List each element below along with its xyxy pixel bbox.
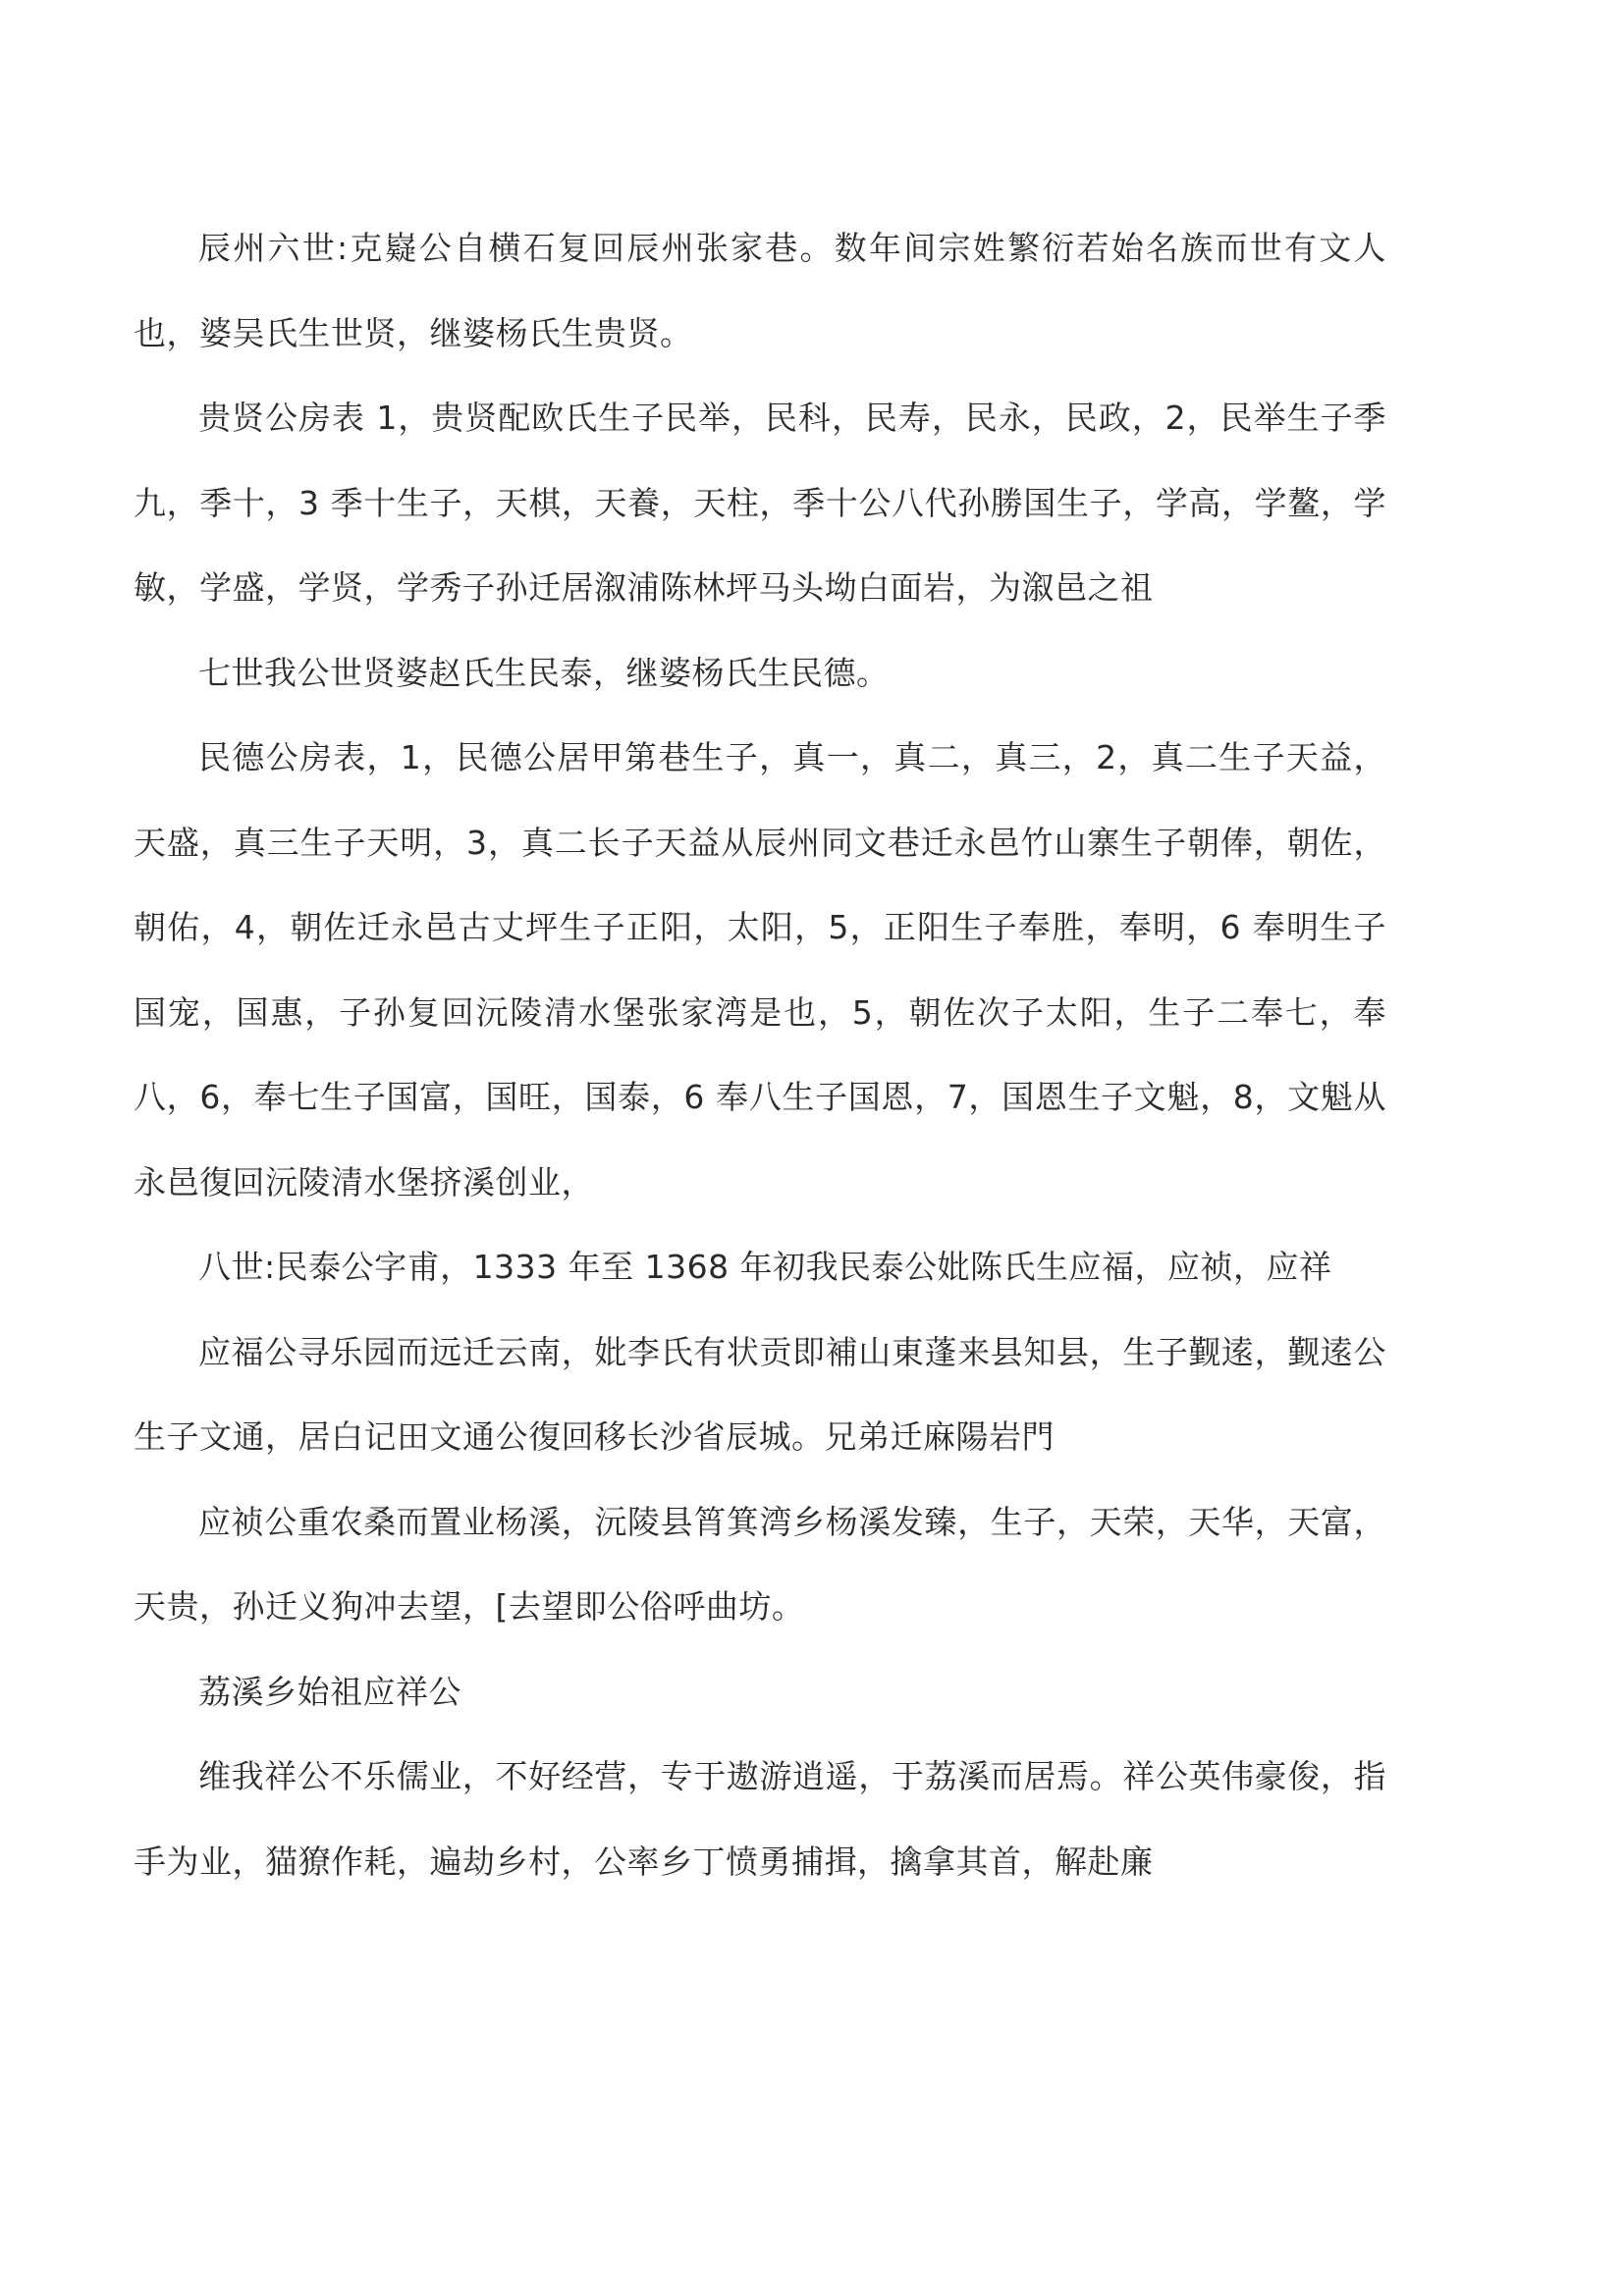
paragraph-yingxiang: 维我祥公不乐儒业，不好经营，专于遨游逍遥，于荔溪而居焉。祥公英伟豪俊，指手为业，猫獠作耗，遍劫乡村，公率乡丁愤勇捕揖，擒拿其首，解赴廉 xyxy=(134,1757,1386,1881)
paragraph-guixian-lineage: 贵贤公房表 1，贵贤配欧氏生子民举，民科，民寿，民永，民政，2，民举生子季九，季十，3 季十生子，天棋，天養，天柱，季十公八代孙勝国生子，学高，学鳌，学敏，学盛，学贤，学秀子孙迁居溆浦陈林坪马头坳白面岩，为溆邑之祖 xyxy=(134,399,1386,607)
paragraph-yingzhen: 应祯公重农桑而置业杨溪，沅陵县筲箕湾乡杨溪发臻，生子，天荣，天华，天富，天贵，孙迁义狗冲去望，[去望即公俗呼曲坊。 xyxy=(134,1502,1386,1626)
paragraph-eighth-generation: 八世:民泰公字甫，1333 年至 1368 年初我民泰公妣陈氏生应福，应祯，应祥 xyxy=(198,1248,1332,1286)
paragraph-sixth-generation: 辰州六世:克嶷公自横石复回辰州张家巷。数年间宗姓繁衍若始名族而世有文人也，婆吴氏生世贤，继婆杨氏生贵贤。 xyxy=(134,229,1386,352)
paragraph-minde-lineage: 民德公房表，1，民德公居甲第巷生子，真一，真二，真三，2，真二生子天益，天盛，真三生子天明，3，真二长子天益从辰州同文巷迁永邑竹山寨生子朝俸，朝佐，朝佑，4，朝佐迁永邑古丈坪生子正阳，太阳，5，正阳生子奉胜，奉明，6 奉明生子国宠，国惠，子孙复回沅陵清水堡张家湾是也，5，朝佐次子太阳，生子二奉七，奉八，6，奉七生子国富，国旺，国泰，6 奉八生子国恩，7，国恩生子文魁，8，文魁从永邑復回沅陵清水堡挤溪创业， xyxy=(134,738,1386,1201)
paragraph-seventh-generation: 七世我公世贤婆赵氏生民泰，继婆杨氏生民德。 xyxy=(198,653,890,692)
section-heading-lixi-ancestor: 荔溪乡始祖应祥公 xyxy=(198,1672,461,1711)
paragraph-yingfu: 应福公寻乐园而远迁云南，妣李氏有状贡即補山東蓬来县知县，生子觐逺，觐逺公生子文通，居白记田文通公復回移长沙省辰城。兄弟迁麻陽岩門 xyxy=(134,1332,1386,1456)
document-body xyxy=(134,206,1386,1904)
